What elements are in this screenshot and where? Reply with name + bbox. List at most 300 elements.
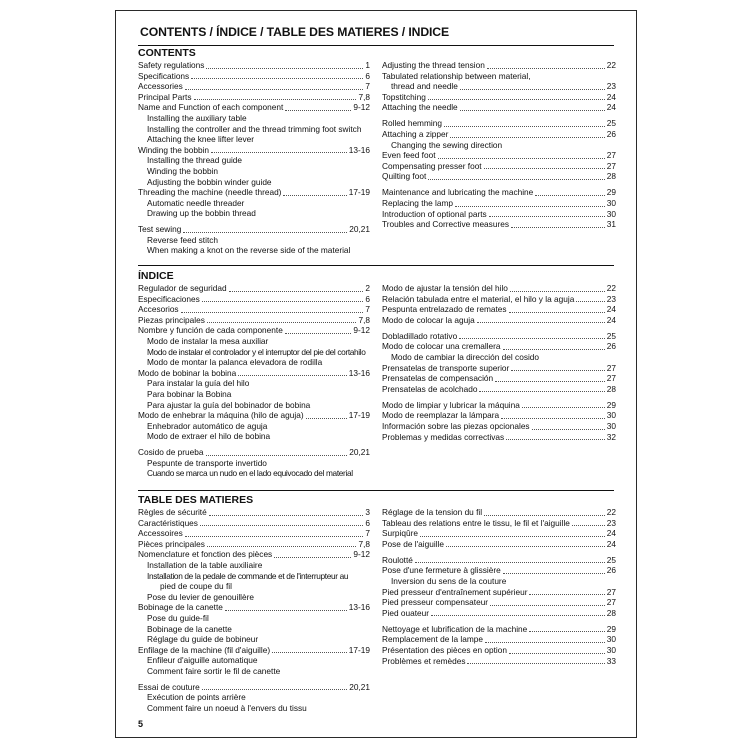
toc-entry xyxy=(138,400,370,411)
toc-entry-page: 7 xyxy=(365,528,370,539)
toc-entry xyxy=(382,209,616,220)
toc-entry-page: 22 xyxy=(606,283,616,293)
dot-leader xyxy=(194,99,357,100)
toc-entry-page: 25 xyxy=(606,554,616,565)
toc-entry xyxy=(382,507,616,518)
dot-leader xyxy=(202,689,347,690)
toc-entry-text: Surpiqûre xyxy=(382,528,418,539)
toc-entry-page: 6 xyxy=(365,70,370,81)
toc-entry xyxy=(382,421,616,432)
toc-entry-text: Essai de couture xyxy=(138,681,200,692)
toc-entry-page: 30 xyxy=(606,197,616,208)
toc-entry-text: Remplacement de la lampe xyxy=(382,634,483,645)
toc-entry xyxy=(138,560,370,571)
page-title: CONTENTS / ÍNDICE / TABLE DES MATIERES / INDICE xyxy=(140,25,450,39)
dot-leader xyxy=(431,615,605,616)
toc-entry-page: 27 xyxy=(606,597,616,608)
dot-leader xyxy=(225,610,347,611)
dot-leader xyxy=(207,322,357,323)
dot-leader xyxy=(485,642,605,643)
toc-entry-page: 7,8 xyxy=(358,538,370,549)
toc-entry-text: Pespunta entrelazado de remates xyxy=(382,304,507,315)
toc-entry xyxy=(138,60,370,71)
toc-entry-text: Name and Function of each component xyxy=(138,102,284,113)
toc-entry-text: Réglage de la tension du fil xyxy=(382,507,483,517)
dot-leader xyxy=(484,168,605,169)
toc-entry-page: 24 xyxy=(606,102,616,113)
right-column xyxy=(382,60,616,230)
section-heading: TABLE DES MATIERES xyxy=(138,494,254,506)
toc-entry xyxy=(382,539,616,550)
dot-leader xyxy=(532,429,605,430)
right-column xyxy=(382,507,616,666)
toc-entry-page: 24 xyxy=(606,528,616,539)
toc-entry xyxy=(138,134,370,145)
toc-entry-page: 31 xyxy=(606,219,616,230)
dot-leader xyxy=(495,381,605,382)
dot-leader xyxy=(207,546,357,547)
dot-leader xyxy=(479,391,604,392)
toc-entry xyxy=(382,634,616,645)
toc-entry-text: Dobladillado rotativo xyxy=(382,330,458,341)
toc-entry-text: Modo de colocar una cremallera xyxy=(382,341,501,352)
toc-entry-text: Nomenclature et fonction des pièces xyxy=(138,549,273,560)
toc-entry-page: 7 xyxy=(365,81,370,92)
toc-entry-page: 7,8 xyxy=(358,314,370,325)
toc-entry-page: 26 xyxy=(606,565,616,576)
toc-entry xyxy=(382,587,616,598)
toc-entry-text: Safety regulations xyxy=(138,60,205,70)
toc-entry xyxy=(138,682,370,693)
toc-entry-page: 28 xyxy=(606,607,616,618)
dot-leader xyxy=(450,137,604,138)
toc-entry-page: 13-16 xyxy=(348,367,370,378)
toc-entry-text: Adjusting the thread tension xyxy=(382,60,485,70)
toc-entry-page: 22 xyxy=(606,60,616,70)
dot-leader xyxy=(484,515,605,516)
toc-entry xyxy=(138,224,370,235)
toc-entry-page: 30 xyxy=(606,208,616,219)
toc-entry-page: 13-16 xyxy=(348,602,370,613)
left-column xyxy=(138,60,370,256)
section-indice xyxy=(138,270,614,483)
dot-leader xyxy=(511,227,605,228)
toc-entry xyxy=(382,528,616,539)
dot-leader xyxy=(238,375,347,376)
toc-entry xyxy=(138,124,370,135)
toc-entry-text: Rolled hemming xyxy=(382,118,442,129)
toc-entry-text: Pied presseur d'entraînement supérieur xyxy=(382,586,528,597)
dot-leader xyxy=(283,195,346,196)
toc-entry xyxy=(138,208,370,219)
toc-entry-text: Installing the auxiliary table xyxy=(147,112,247,123)
toc-entry-text: Accessoires xyxy=(138,528,183,539)
toc-entry-page: 27 xyxy=(606,150,616,161)
toc-entry-page: 24 xyxy=(606,91,616,102)
toc-entry xyxy=(138,304,370,315)
dot-leader xyxy=(415,562,605,563)
toc-entry-page: 30 xyxy=(606,410,616,421)
left-column xyxy=(138,507,370,714)
toc-entry xyxy=(382,315,616,326)
toc-entry-text: Quilting foot xyxy=(382,171,427,182)
toc-entry xyxy=(382,597,616,608)
toc-entry-text: Modo de ajustar la tensión del hilo xyxy=(382,283,508,293)
toc-entry xyxy=(138,102,370,113)
dot-leader xyxy=(206,68,363,69)
toc-entry xyxy=(382,102,616,113)
toc-entry xyxy=(138,378,370,389)
toc-entry-text: Nombre y función de cada componente xyxy=(138,325,283,336)
toc-entry-text: Automatic needle threader xyxy=(147,197,245,208)
toc-entry xyxy=(382,565,616,576)
toc-entry xyxy=(382,352,616,363)
toc-entry xyxy=(138,421,370,432)
toc-entry-page: 29 xyxy=(606,187,616,198)
toc-entry-text: Accessories xyxy=(138,81,183,92)
left-column xyxy=(138,283,370,479)
toc-entry-text: Installing the controller and the thread trimming foot switch xyxy=(147,123,362,134)
toc-entry xyxy=(138,468,370,479)
dot-leader xyxy=(444,126,605,127)
toc-entry-text: Prensatelas de acolchado xyxy=(382,383,478,394)
dot-leader xyxy=(506,439,605,440)
toc-entry-page: 29 xyxy=(606,399,616,410)
toc-entry-text: Cosido de prueba xyxy=(138,447,204,458)
toc-entry-text: Accesorios xyxy=(138,304,179,315)
dot-leader xyxy=(477,322,605,323)
toc-entry xyxy=(138,198,370,209)
section-table-des-matieres xyxy=(138,494,614,722)
toc-entry-page: 9-12 xyxy=(353,549,370,560)
toc-entry xyxy=(138,518,370,529)
toc-entry xyxy=(138,113,370,124)
dot-leader xyxy=(274,557,351,558)
dot-leader xyxy=(460,110,605,111)
toc-entry xyxy=(382,219,616,230)
toc-entry xyxy=(138,507,370,518)
title-rule xyxy=(138,45,614,46)
toc-entry xyxy=(382,656,616,667)
toc-entry xyxy=(138,692,370,703)
toc-entry-text: Caractéristiques xyxy=(138,517,198,528)
toc-entry-text: Tableau des relations entre le tissu, le fil et l'aiguille xyxy=(382,517,570,528)
toc-entry xyxy=(382,187,616,198)
toc-entry-page: 23 xyxy=(606,293,616,304)
toc-entry xyxy=(138,458,370,469)
toc-entry-text: Roulotté xyxy=(382,554,413,565)
toc-entry xyxy=(138,71,370,82)
toc-entry xyxy=(138,245,370,256)
toc-entry-page: 27 xyxy=(606,160,616,171)
toc-entry-text: Comment faire un noeud à l'envers du tissu xyxy=(147,703,307,714)
toc-entry xyxy=(382,304,616,315)
toc-entry xyxy=(138,347,370,358)
toc-entry-text: Threading the machine (needle thread) xyxy=(138,187,282,198)
toc-entry-page: 30 xyxy=(606,420,616,431)
toc-entry-page: 27 xyxy=(606,586,616,597)
toc-entry xyxy=(382,645,616,656)
toc-entry xyxy=(382,140,616,151)
toc-entry xyxy=(138,549,370,560)
toc-entry-text: Modo de reemplazar la lámpara xyxy=(382,410,500,421)
toc-entry-text: When making a knot on the reverse side of the material xyxy=(147,245,351,256)
right-column xyxy=(382,283,616,442)
toc-entry-page: 29 xyxy=(606,623,616,634)
manual-page xyxy=(115,10,637,738)
dot-leader xyxy=(467,663,604,664)
dot-leader xyxy=(529,594,604,595)
toc-entry xyxy=(382,198,616,209)
toc-entry-text: Modo de enhebrar la máquina (hilo de aguja) xyxy=(138,410,304,421)
toc-entry-text: Especificaciones xyxy=(138,293,200,304)
toc-entry-text: Regulador de seguridad xyxy=(138,283,227,293)
toc-entry xyxy=(138,410,370,421)
toc-entry xyxy=(138,92,370,103)
toc-entry xyxy=(138,325,370,336)
toc-entry xyxy=(382,331,616,342)
page-number: 5 xyxy=(138,719,144,729)
toc-entry xyxy=(138,235,370,246)
toc-entry-text: Even feed foot xyxy=(382,150,436,161)
toc-entry-page: 28 xyxy=(606,383,616,394)
toc-entry-text: Attaching the needle xyxy=(382,102,458,113)
toc-entry xyxy=(138,613,370,624)
section-heading: CONTENTS xyxy=(138,47,196,59)
toc-entry-text: Specifications xyxy=(138,70,190,81)
toc-entry-text: Winding the bobbin xyxy=(147,165,219,176)
toc-entry-text: Pose du levier de genouillère xyxy=(147,591,255,602)
dot-leader xyxy=(503,349,605,350)
dot-leader xyxy=(460,89,605,90)
toc-entry-text: Adjusting the bobbin winder guide xyxy=(147,176,272,187)
toc-entry xyxy=(138,655,370,666)
toc-entry-text: Modo de extraer el hilo de bobina xyxy=(147,431,271,442)
dot-leader xyxy=(529,631,604,632)
dot-leader xyxy=(209,515,364,516)
toc-entry xyxy=(382,341,616,352)
toc-entry-page: 6 xyxy=(365,517,370,528)
toc-entry xyxy=(382,624,616,635)
section-heading: ÍNDICE xyxy=(138,270,174,282)
toc-entry-text: Cuando se marca un nudo en el lado equivocado del material xyxy=(147,468,353,479)
dot-leader xyxy=(202,301,364,302)
dot-leader xyxy=(185,89,364,90)
toc-entry xyxy=(382,129,616,140)
toc-entry-page: 1 xyxy=(365,60,370,70)
toc-entry-text: Exécution de points arrière xyxy=(147,692,246,703)
toc-entry-page: 25 xyxy=(606,118,616,129)
toc-entry-text: Maintenance and lubricating the machine xyxy=(382,187,534,198)
toc-entry xyxy=(382,161,616,172)
toc-entry-page: 20,21 xyxy=(349,447,370,458)
toc-entry xyxy=(382,118,616,129)
toc-entry-page: 13-16 xyxy=(348,144,370,155)
toc-entry-text: Modo de instalar el controlador y el interruptor del pie del cortahilo xyxy=(147,346,366,357)
toc-entry-text: Reverse feed stitch xyxy=(147,234,219,245)
toc-entry-text: Enfilage de la machine (fil d'aiguille) xyxy=(138,644,271,655)
toc-entry xyxy=(138,294,370,305)
toc-entry xyxy=(138,539,370,550)
dot-leader xyxy=(522,407,605,408)
dot-leader xyxy=(191,78,363,79)
toc-entry xyxy=(382,294,616,305)
dot-leader xyxy=(211,152,347,153)
toc-entry xyxy=(138,81,370,92)
toc-entry xyxy=(138,357,370,368)
toc-entry xyxy=(138,283,370,294)
toc-entry xyxy=(382,576,616,587)
toc-entry xyxy=(138,187,370,198)
dot-leader xyxy=(229,291,364,292)
toc-entry-text: Attaching the knee lifter lever xyxy=(147,134,254,145)
toc-entry-page: 24 xyxy=(606,304,616,315)
toc-entry-text: Changing the sewing direction xyxy=(391,139,503,150)
toc-entry-text: Modo de colocar la aguja xyxy=(382,314,475,325)
dot-leader xyxy=(183,232,347,233)
toc-entry xyxy=(382,410,616,421)
toc-entry-text: Enfileur d'aiguille automatique xyxy=(147,655,258,666)
toc-entry-text: Bobinage de la canette xyxy=(147,623,232,634)
toc-entry xyxy=(382,150,616,161)
toc-entry-text: Principal Parts xyxy=(138,91,192,102)
toc-entry-text: Piezas principales xyxy=(138,314,205,325)
toc-entry-page: 20,21 xyxy=(349,681,370,692)
toc-entry xyxy=(382,71,616,82)
toc-entry-text: Compensating presser foot xyxy=(382,160,482,171)
toc-entry-page: 28 xyxy=(606,171,616,182)
dot-leader xyxy=(285,110,351,111)
section-rule xyxy=(138,490,614,491)
toc-entry-page: 24 xyxy=(606,538,616,549)
toc-entry-text: Información sobre las piezas opcionales xyxy=(382,420,530,431)
toc-entry-text: Pied presseur compensateur xyxy=(382,597,489,608)
toc-entry xyxy=(382,384,616,395)
toc-entry-text: Installing the thread guide xyxy=(147,155,243,166)
toc-entry xyxy=(138,166,370,177)
toc-entry-text: Attaching a zipper xyxy=(382,128,449,139)
toc-entry-text: Troubles and Corrective measures xyxy=(382,219,509,230)
toc-entry xyxy=(138,177,370,188)
toc-entry-text: Prensatelas de transporte superior xyxy=(382,362,510,373)
toc-entry-page: 7,8 xyxy=(358,91,370,102)
toc-entry xyxy=(138,368,370,379)
toc-entry xyxy=(138,528,370,539)
toc-entry-page: 30 xyxy=(606,644,616,655)
toc-entry-text: Pose du guide-fil xyxy=(147,612,209,623)
toc-entry-text: Règles de sécurité xyxy=(138,507,207,517)
toc-entry xyxy=(382,373,616,384)
toc-entry-text: Pièces principales xyxy=(138,538,205,549)
toc-entry xyxy=(138,571,370,582)
dot-leader xyxy=(487,68,605,69)
dot-leader xyxy=(438,158,605,159)
toc-entry-text: Présentation des pièces en option xyxy=(382,644,508,655)
toc-entry-text: Para bobinar la Bobina xyxy=(147,388,232,399)
toc-entry xyxy=(138,602,370,613)
dot-leader xyxy=(490,605,605,606)
toc-entry-text: Modo de bobinar la bobina xyxy=(138,367,237,378)
toc-entry-page: 23 xyxy=(606,81,616,92)
toc-entry-page: 9-12 xyxy=(353,325,370,336)
toc-entry xyxy=(138,624,370,635)
toc-entry xyxy=(382,518,616,529)
toc-entry-page: 27 xyxy=(606,362,616,373)
toc-entry xyxy=(138,634,370,645)
toc-entry-page: 2 xyxy=(365,283,370,293)
toc-entry-page: 27 xyxy=(606,373,616,384)
toc-entry-text: Pose d'une fermeture à glissière xyxy=(382,565,501,576)
toc-entry xyxy=(382,400,616,411)
toc-entry xyxy=(138,389,370,400)
toc-entry-text: Introduction of optional parts xyxy=(382,208,487,219)
toc-entry-text: Installation de la table auxiliaire xyxy=(147,559,263,570)
toc-entry-text: Modo de limpiar y lubricar la máquina xyxy=(382,399,520,410)
toc-entry-page: 17-19 xyxy=(348,187,370,198)
toc-entry-text: Comment faire sortir le fil de canette xyxy=(147,665,281,676)
toc-entry-page: 6 xyxy=(365,293,370,304)
dot-leader xyxy=(428,179,604,180)
toc-entry xyxy=(138,145,370,156)
toc-entry-text: pied de coupe du fil xyxy=(160,581,232,592)
toc-entry-page: 26 xyxy=(606,341,616,352)
toc-entry-text: Drawing up the bobbin thread xyxy=(147,208,256,219)
toc-entry xyxy=(138,666,370,677)
dot-leader xyxy=(459,338,605,339)
dot-leader xyxy=(285,333,352,334)
dot-leader xyxy=(572,525,605,526)
toc-entry-text: Nettoyage et lubrification de la machine xyxy=(382,623,528,634)
toc-entry-page: 7 xyxy=(365,304,370,315)
toc-entry xyxy=(382,92,616,103)
toc-entry-page: 17-19 xyxy=(348,410,370,421)
dot-leader xyxy=(503,573,605,574)
dot-leader xyxy=(428,99,605,100)
dot-leader xyxy=(510,291,605,292)
toc-entry-text: Prensatelas de compensación xyxy=(382,373,494,384)
dot-leader xyxy=(509,653,605,654)
dot-leader xyxy=(489,216,605,217)
toc-entry-page: 23 xyxy=(606,517,616,528)
toc-entry xyxy=(138,581,370,592)
dot-leader xyxy=(509,312,605,313)
toc-entry-page: 20,21 xyxy=(349,224,370,235)
toc-entry-text: Replacing the lamp xyxy=(382,197,454,208)
toc-entry xyxy=(382,608,616,619)
toc-entry-text: Para ajustar la guía del bobinador de bobina xyxy=(147,399,311,410)
toc-entry-text: Bobinage de la canette xyxy=(138,602,223,613)
dot-leader xyxy=(420,536,605,537)
toc-entry-text: Topstitching xyxy=(382,91,426,102)
dot-leader xyxy=(455,206,605,207)
dot-leader xyxy=(501,418,605,419)
dot-leader xyxy=(181,312,364,313)
dot-leader xyxy=(306,418,347,419)
toc-entry-page: 33 xyxy=(606,655,616,666)
toc-entry xyxy=(138,336,370,347)
toc-entry xyxy=(382,81,616,92)
dot-leader xyxy=(200,525,363,526)
section-rule xyxy=(138,265,614,266)
toc-entry xyxy=(382,60,616,71)
dot-leader xyxy=(446,546,605,547)
toc-entry-text: Winding the bobbin xyxy=(138,144,210,155)
toc-entry-text: Problemas y medidas correctivas xyxy=(382,431,505,442)
toc-entry-text: Modo de montar la palanca elevadora de rodilla xyxy=(147,357,323,368)
section-contents xyxy=(138,47,614,260)
toc-entry-text: Modo de cambiar la dirección del cosido xyxy=(391,351,540,362)
toc-entry-text: Relación tabulada entre el material, el hilo y la aguja xyxy=(382,293,575,304)
